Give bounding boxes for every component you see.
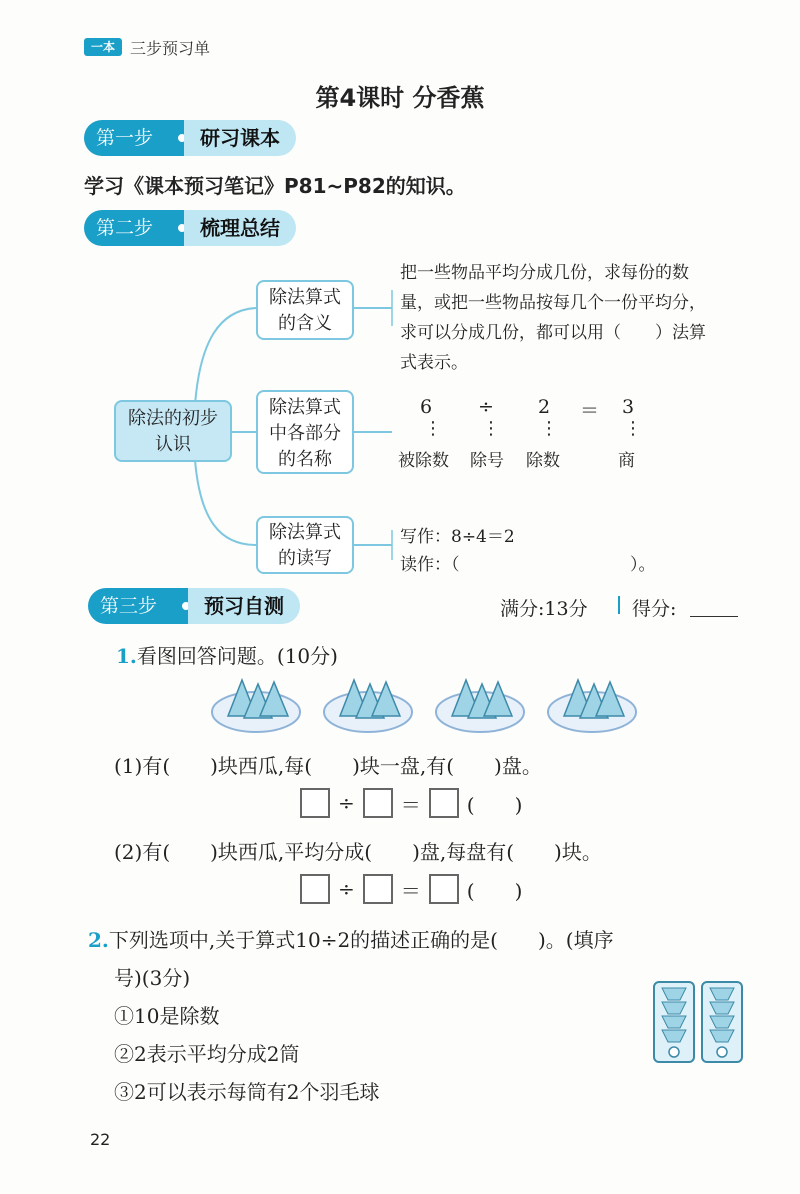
- q2-option-3: ③2可以表示每筒有2个羽毛球: [114, 1080, 380, 1104]
- score-input[interactable]: [690, 616, 738, 617]
- series-label: 三步预习单: [130, 39, 211, 58]
- read-end: ）。: [630, 555, 656, 575]
- read-write-box-line1: 除法算式: [269, 522, 341, 543]
- watermelon-plates-illustration: [210, 672, 650, 736]
- equals-sign: ＝: [400, 792, 421, 817]
- q1-part1: (1)有( )块西瓜,每( )块一盘,有( )盘。: [114, 754, 542, 778]
- meaning-text: 把一些物品平均分成几份，求每份的数量，或把一些物品按每几个一份平均分，求可以分成几份，都可以用（ ）法算式表示。: [400, 263, 706, 373]
- score-label: 得分:: [632, 598, 677, 620]
- full-score: 满分:13分: [500, 598, 588, 620]
- example-2: 2: [538, 396, 551, 418]
- parts-box: [256, 390, 354, 474]
- q2-option-1: ①10是除数: [114, 1004, 220, 1028]
- center-topic: [114, 400, 232, 462]
- write-example: 写作：8÷4＝2: [400, 527, 515, 547]
- read-label: 读作：（: [400, 555, 460, 575]
- series-badge: 一本: [84, 38, 122, 56]
- parts-box-line3: 的名称: [278, 449, 332, 470]
- step1-title: 研习课本: [184, 120, 296, 156]
- q2-text: 下列选项中,关于算式10÷2的描述正确的是( )。(填序: [108, 928, 614, 952]
- answer-box[interactable]: [300, 788, 330, 818]
- score-divider: [618, 596, 620, 614]
- unit-blank[interactable]: ( ): [466, 792, 523, 817]
- meaning-box: [256, 280, 354, 340]
- parts-box-line1: 除法算式: [269, 397, 341, 418]
- dots-icon: ⋮: [482, 418, 500, 439]
- divide-sign: ÷: [338, 877, 355, 901]
- name-divide-sign: 除号: [470, 451, 504, 471]
- unit-blank[interactable]: ( ): [466, 878, 523, 903]
- q1-number: 1.: [116, 644, 137, 668]
- q1-text: 看图回答问题。(10分): [136, 644, 338, 668]
- name-quotient: 商: [618, 451, 635, 471]
- q2: [88, 924, 614, 953]
- shuttlecock-tubes-illustration: [650, 978, 750, 1068]
- q1-part2-equation: [300, 874, 522, 904]
- name-divisor: 除数: [526, 451, 560, 471]
- example-divide-sign: ÷: [478, 396, 494, 418]
- center-topic-line1: 除法的初步: [128, 408, 218, 429]
- answer-box[interactable]: [363, 788, 393, 818]
- dots-icon: ⋮: [624, 418, 642, 439]
- read-write-box-line2: 的读写: [278, 548, 332, 569]
- meaning-box-line1: 除法算式: [269, 287, 341, 308]
- parts-box-line2: 中各部分: [269, 423, 341, 444]
- q2-number: 2.: [88, 928, 109, 952]
- page-number: 22: [90, 1130, 111, 1149]
- step3-header: [88, 588, 328, 624]
- answer-box[interactable]: [429, 874, 459, 904]
- step2-title: 梳理总结: [184, 210, 296, 246]
- q2-text-cont: 号)(3分): [114, 966, 191, 990]
- q1-part1-equation: [300, 788, 522, 818]
- answer-box[interactable]: [429, 788, 459, 818]
- step1-text: 学习《课本预习笔记》P81~P82的知识。: [84, 174, 466, 198]
- example-3: 3: [622, 396, 635, 418]
- q1-part2: (2)有( )块西瓜,平均分成( )盘,每盘有( )块。: [114, 840, 602, 864]
- name-dividend: 被除数: [398, 451, 449, 471]
- dots-icon: ⋮: [424, 418, 442, 439]
- step3-title: 预习自测: [188, 588, 300, 624]
- step1-number: 第一步: [84, 120, 190, 156]
- example-6: 6: [420, 396, 433, 418]
- answer-box[interactable]: [363, 874, 393, 904]
- divide-sign: ÷: [338, 791, 355, 815]
- read-write-box: [256, 516, 354, 574]
- step2-number: 第二步: [84, 210, 190, 246]
- step3-number: 第三步: [88, 588, 194, 624]
- equals-sign: ＝: [400, 878, 421, 903]
- dots-icon: ⋮: [540, 418, 558, 439]
- q1: [116, 640, 338, 669]
- meaning-box-line2: 的含义: [278, 313, 332, 334]
- center-topic-line2: 认识: [155, 434, 191, 455]
- lesson-title: 第4课时 分香蕉: [315, 84, 485, 112]
- q2-option-2: ②2表示平均分成2筒: [114, 1042, 300, 1066]
- answer-box[interactable]: [300, 874, 330, 904]
- example-equals: ＝: [580, 400, 600, 422]
